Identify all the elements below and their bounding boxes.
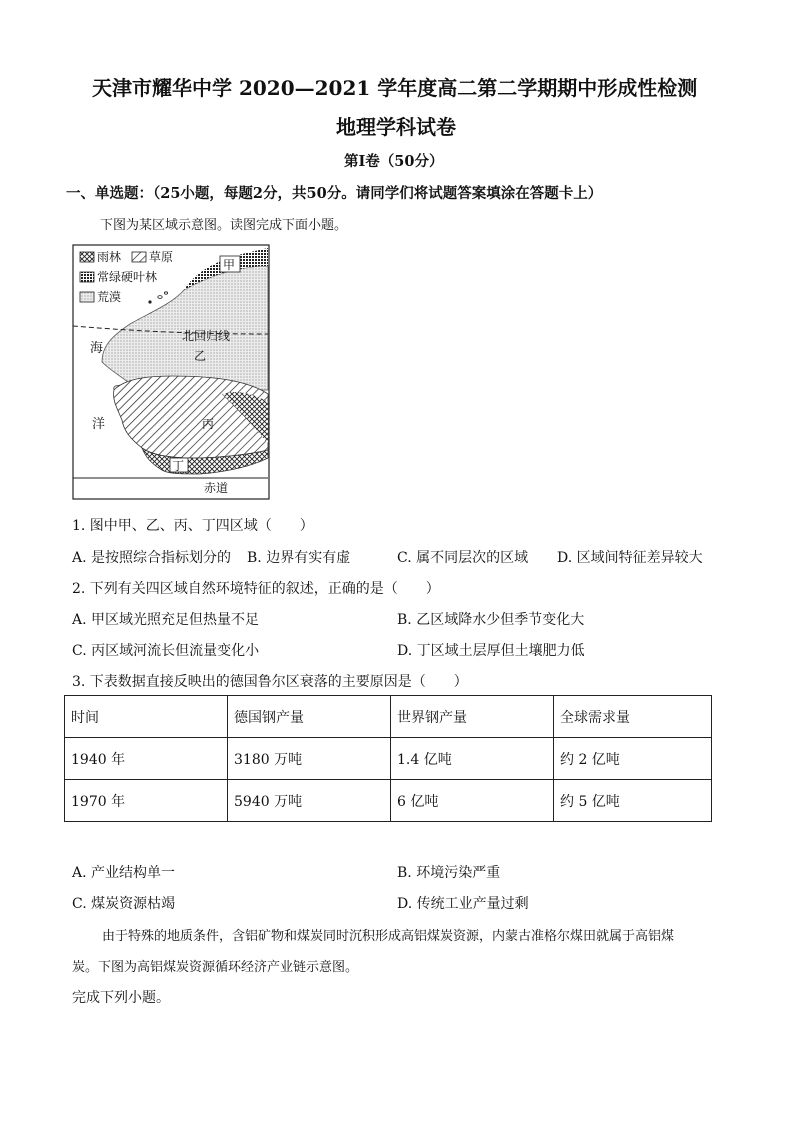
- region-map: [72, 244, 272, 502]
- q3-option-b: B. 环境污染严重: [397, 865, 501, 881]
- q2-option-d: D. 丁区域土层厚但土壤肥力低: [397, 643, 585, 659]
- label-tropic: 北回归线: [182, 329, 231, 343]
- table-header-cell: 世界钢产量: [391, 696, 554, 738]
- label-sea: 海: [90, 341, 104, 356]
- q1-option-c: C. 属不同层次的区域: [397, 550, 529, 566]
- q2-option-a: A. 甲区域光照充足但热量不足: [72, 612, 260, 628]
- legend-grassland: 草原: [149, 250, 174, 264]
- q1-option-b: B. 边界有实有虚: [247, 550, 351, 566]
- table-header-row: [65, 696, 712, 738]
- label-jia: 甲: [223, 258, 236, 272]
- table-header-cell: 全球需求量: [554, 696, 712, 738]
- steel-data-table: [64, 695, 712, 822]
- question-3-stem: 3. 下表数据直接反映出的德国鲁尔区衰落的主要原因是（ ）: [72, 674, 468, 690]
- table-cell: 1940 年: [65, 738, 228, 780]
- table-cell: 1970 年: [65, 780, 228, 822]
- exam-subtitle: 地理学科试卷: [336, 115, 456, 139]
- table-header-cell: 德国钢产量: [228, 696, 391, 738]
- q3-option-a: A. 产业结构单一: [72, 865, 176, 881]
- section-heading: 一、单选题：（25小题，每题2分，共50分。请同学们将试题答案填涂在答题卡上）: [66, 185, 603, 202]
- volume-label: 第Ⅰ卷（50分）: [344, 153, 444, 170]
- table-cell: 3180 万吨: [228, 738, 391, 780]
- section-intro: 下图为某区域示意图。读图完成下面小题。: [100, 218, 348, 233]
- question-2-stem: 2. 下列有关四区域自然环境特征的叙述，正确的是（ ）: [72, 581, 440, 597]
- table-cell: 5940 万吨: [228, 780, 391, 822]
- table-cell: 6 亿吨: [391, 780, 554, 822]
- table-cell: 1.4 亿吨: [391, 738, 554, 780]
- table-cell: 约 2 亿吨: [554, 738, 712, 780]
- q3-option-d: D. 传统工业产量过剩: [397, 896, 529, 912]
- legend-rainforest: 雨林: [97, 250, 122, 264]
- label-ding: 丁: [172, 459, 185, 473]
- table-cell: 约 5 亿吨: [554, 780, 712, 822]
- q3-option-c: C. 煤炭资源枯竭: [72, 896, 176, 912]
- label-ocean: 洋: [92, 417, 106, 432]
- table-header-cell: 时间: [65, 696, 228, 738]
- legend-desert: 荒漠: [97, 290, 122, 304]
- exam-title: 天津市耀华中学 2020—2021 学年度高二第二学期期中形成性检测: [92, 76, 698, 100]
- table-row: [65, 738, 712, 780]
- q2-option-c: C. 丙区域河流长但流量变化小: [72, 643, 260, 659]
- passage-line-2: 炭。下图为高铝煤炭资源循环经济产业链示意图。: [72, 960, 359, 975]
- passage-line-3: 完成下列小题。: [72, 990, 170, 1006]
- passage-line-1: 由于特殊的地质条件，含铝矿物和煤炭同时沉积形成高铝煤炭资源，内蒙古准格尔煤田就属于高铝煤: [102, 929, 675, 944]
- q2-option-b: B. 乙区域降水少但季节变化大: [397, 612, 585, 628]
- question-1-stem: 1. 图中甲、乙、丙、丁四区域（ ）: [72, 518, 314, 534]
- label-bing: 丙: [202, 417, 215, 431]
- q1-option-a: A. 是按照综合指标划分的: [72, 550, 232, 566]
- q1-option-d: D. 区域间特征差异较大: [557, 550, 703, 566]
- label-equator: 赤道: [204, 481, 229, 495]
- table-row: [65, 780, 712, 822]
- label-yi: 乙: [194, 349, 207, 363]
- legend-evergreen: 常绿硬叶林: [97, 270, 158, 284]
